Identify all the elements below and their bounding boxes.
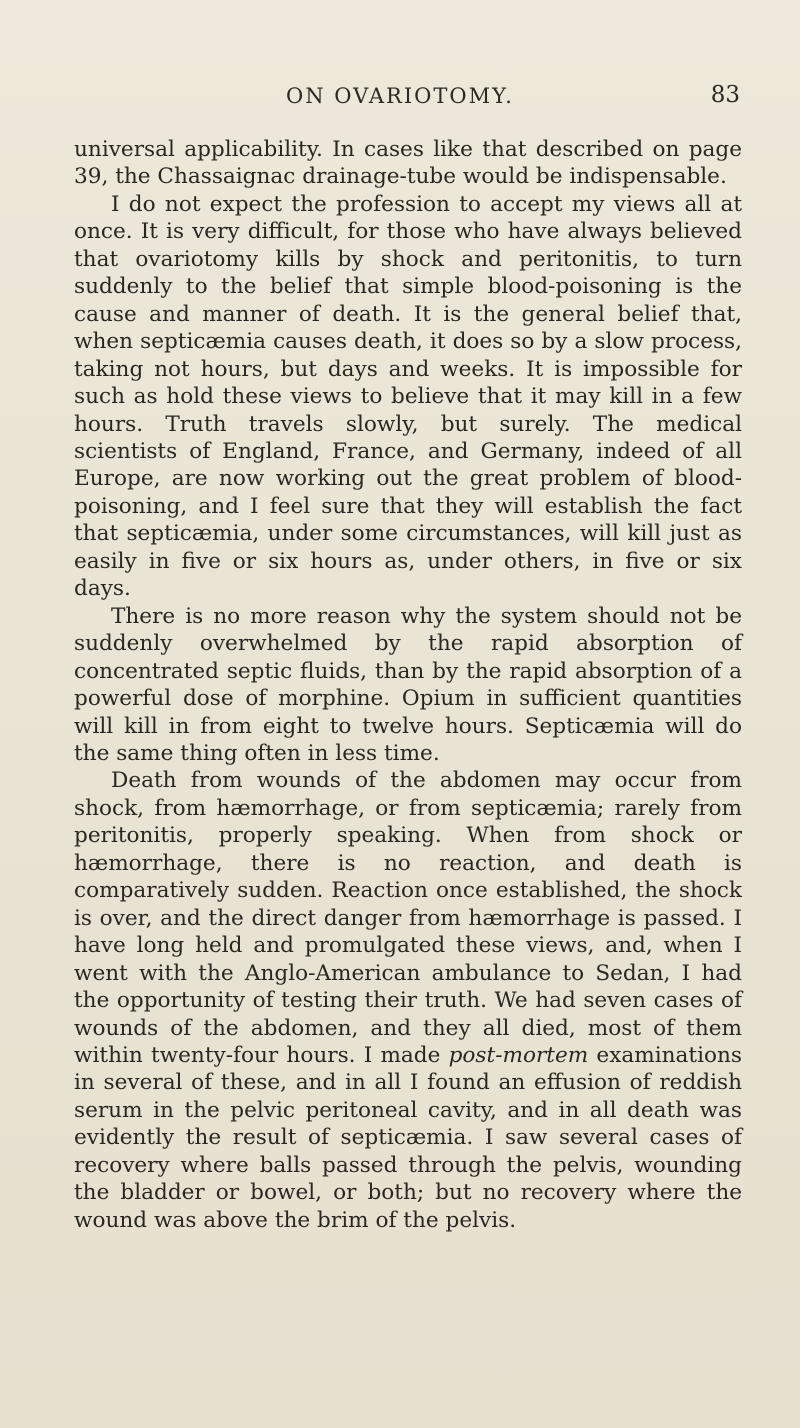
paragraph-text-before-emphasis: Death from wounds of the abdomen may occur from shock, from hæmorrhage, or from septicæmia; rarely from peritonitis, properly speaking. When from shock or hæmorrhage, there is no reaction, and death is comparatively sudden. Reaction once established, the shock is over, and the direct danger from hæmorrhage is passed. I have long held and promulgated these views, and, when I went with the Anglo-American ambulance to Sedan, I had the opportunity of testing their truth. We had seven cases of wounds of the abdomen, and they all died, most of them within twenty-four hours. I made: [74, 768, 742, 1068]
paragraph-abdominal-wounds: [74, 767, 742, 1234]
paragraph-septic-absorption: There is no more reason why the system should not be suddenly overwhelmed by the rapid absorption of concentrated septic fluids, than by the rapid absorption of a powerful dose of morphine. Opium in sufficient quantities will kill in from eight to twelve hours. Septicæmia will do the same thing often in less time.: [74, 603, 742, 766]
running-head: [94, 84, 740, 120]
running-title: ON OVARIOTOMY.: [286, 84, 514, 108]
italic-post-mortem: post-mortem: [448, 1042, 589, 1068]
paragraph-profession-views: I do not expect the profession to accept my views all at once. It is very difficult, for those who have always believed that ovariotomy kills by shock and peritonitis, to turn suddenly to the belief that simple blood-poisoning is the cause and manner of death. It is the general belief that, when septicæmia causes death, it does so by a slow process, taking not hours, but days and weeks. It is impossible for such as hold these views to believe that it may kill in a few hours. Truth travels slowly, but surely. The medical scientists of England, France, and Germany, indeed of all Europe, are now working out the great problem of blood-poisoning, and I feel sure that they will establish the fact that septicæmia, under some circumstances, will kill just as easily in five or six hours as, under others, in five or six days.: [74, 191, 742, 602]
paragraph-text-after-emphasis: examinations in several of these, and in all I found an effusion of reddish serum in the pelvic peritoneal cavity, and in all death was evidently the result of septicæmia. I saw several cases of recovery where balls passed through the pelvis, wounding the bladder or bowel, or both; but no recovery where the wound was above the brim of the pelvis.: [74, 1042, 743, 1233]
paragraph-continued: universal applicability. In cases like that described on page 39, the Chassaignac drainage-tube would be indispensable.: [74, 137, 742, 190]
page-number: 83: [710, 82, 740, 108]
body-text: [74, 136, 742, 1234]
